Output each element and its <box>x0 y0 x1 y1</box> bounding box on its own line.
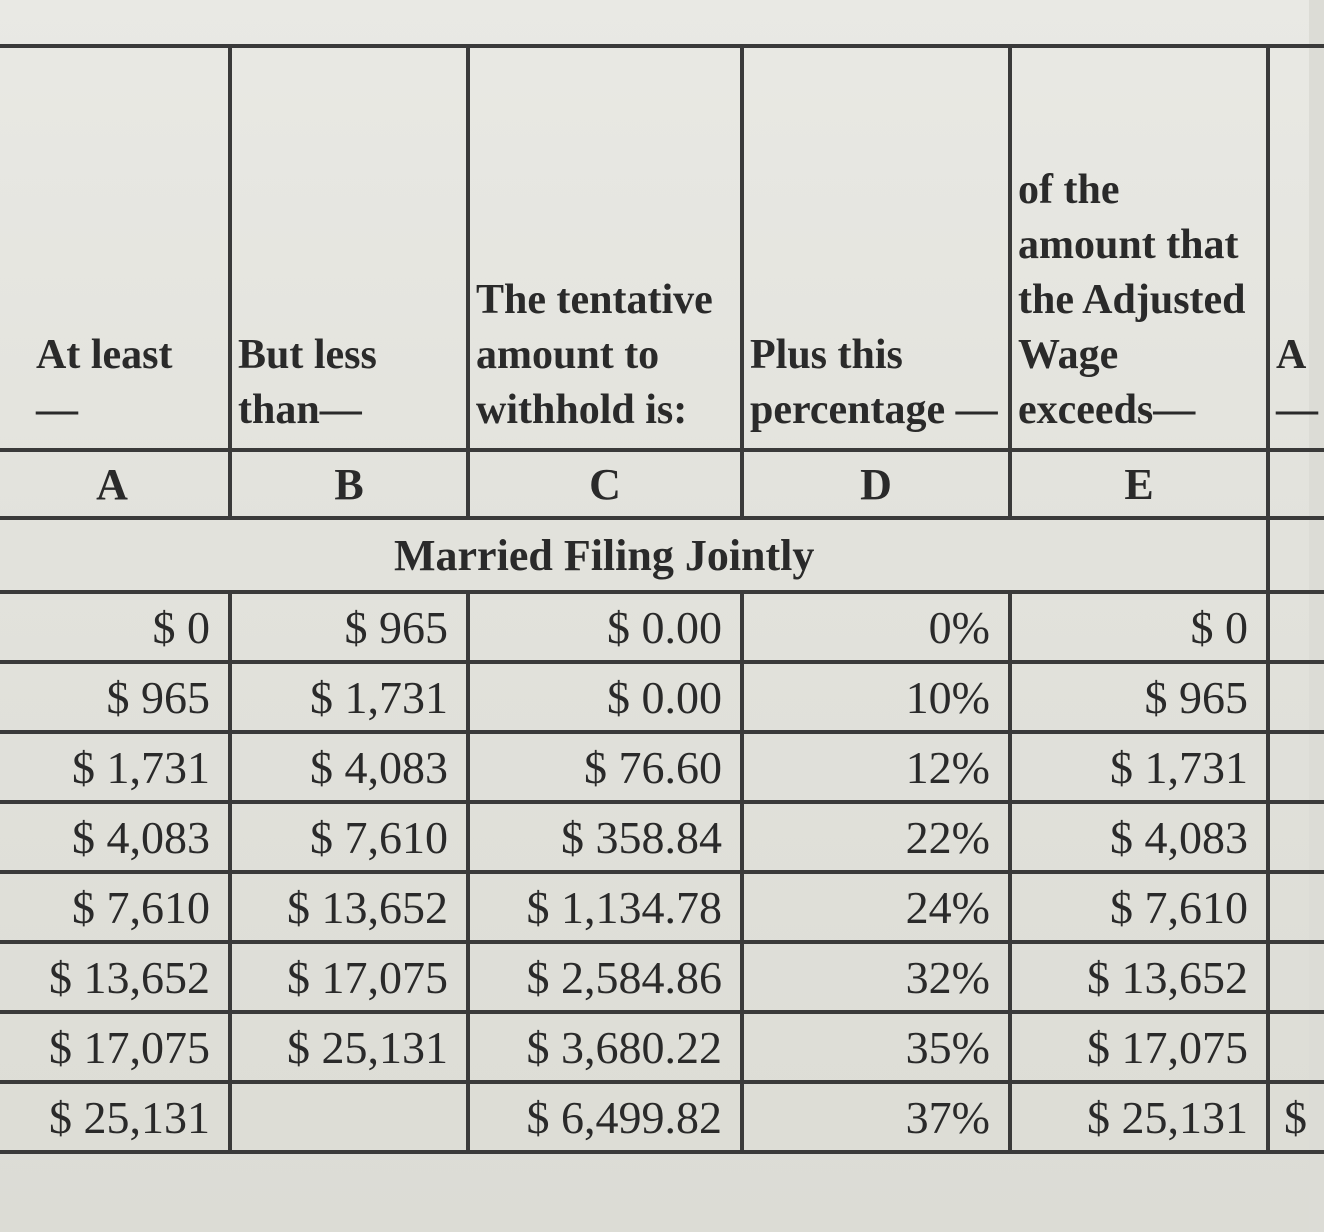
table-row <box>0 1082 1324 1152</box>
cell-percentage: 24% <box>742 872 1010 942</box>
letter-d: D <box>742 450 1010 518</box>
cell-exceeds: $ 4,083 <box>1010 802 1268 872</box>
table-row <box>0 592 1324 662</box>
cell-next: $ <box>1268 1082 1324 1152</box>
cell-percentage: 0% <box>742 592 1010 662</box>
cell-at-least: $ 0 <box>0 592 230 662</box>
cell-at-least: $ 25,131 <box>0 1082 230 1152</box>
header-tentative-amount: The tentative amount to withhold is: <box>468 46 742 450</box>
cell-at-least: $ 1,731 <box>0 732 230 802</box>
cell-next <box>1268 942 1324 1012</box>
cell-tentative-amount: $ 76.60 <box>468 732 742 802</box>
cell-tentative-amount: $ 1,134.78 <box>468 872 742 942</box>
withholding-table <box>0 44 1324 1154</box>
cell-but-less-than: $ 13,652 <box>230 872 468 942</box>
cell-but-less-than: $ 1,731 <box>230 662 468 732</box>
cell-next <box>1268 732 1324 802</box>
cell-tentative-amount: $ 0.00 <box>468 592 742 662</box>
header-but-less-than: But less than— <box>230 46 468 450</box>
cell-but-less-than <box>230 1082 468 1152</box>
letter-a: A <box>0 450 230 518</box>
table-row <box>0 732 1324 802</box>
cell-exceeds: $ 0 <box>1010 592 1268 662</box>
cell-next <box>1268 592 1324 662</box>
cell-tentative-amount: $ 0.00 <box>468 662 742 732</box>
table-row <box>0 802 1324 872</box>
cell-percentage: 10% <box>742 662 1010 732</box>
cell-percentage: 35% <box>742 1012 1010 1082</box>
cell-but-less-than: $ 17,075 <box>230 942 468 1012</box>
section-title: Married Filing Jointly <box>0 518 1268 592</box>
header-percentage: Plus this percentage — <box>742 46 1010 450</box>
cell-exceeds: $ 13,652 <box>1010 942 1268 1012</box>
header-exceeds: of the amount that the Adjusted Wage exceeds— <box>1010 46 1268 450</box>
cell-exceeds: $ 965 <box>1010 662 1268 732</box>
cell-exceeds: $ 17,075 <box>1010 1012 1268 1082</box>
cell-but-less-than: $ 965 <box>230 592 468 662</box>
cell-at-least: $ 965 <box>0 662 230 732</box>
table-body <box>0 592 1324 1152</box>
cell-at-least: $ 17,075 <box>0 1012 230 1082</box>
cell-percentage: 32% <box>742 942 1010 1012</box>
cell-next <box>1268 802 1324 872</box>
cell-exceeds: $ 1,731 <box>1010 732 1268 802</box>
cell-but-less-than: $ 4,083 <box>230 732 468 802</box>
cell-but-less-than: $ 25,131 <box>230 1012 468 1082</box>
cell-exceeds: $ 7,610 <box>1010 872 1268 942</box>
cell-tentative-amount: $ 3,680.22 <box>468 1012 742 1082</box>
section-next <box>1268 518 1324 592</box>
section-row <box>0 518 1324 592</box>
cell-exceeds: $ 25,131 <box>1010 1082 1268 1152</box>
cell-percentage: 12% <box>742 732 1010 802</box>
cell-at-least: $ 13,652 <box>0 942 230 1012</box>
cell-next <box>1268 872 1324 942</box>
cell-but-less-than: $ 7,610 <box>230 802 468 872</box>
letters-row <box>0 450 1324 518</box>
letter-b: B <box>230 450 468 518</box>
header-row <box>0 46 1324 450</box>
cell-tentative-amount: $ 2,584.86 <box>468 942 742 1012</box>
table-row <box>0 942 1324 1012</box>
header-next-column: A — <box>1268 46 1324 450</box>
header-at-least: At least — <box>0 46 230 450</box>
cell-percentage: 37% <box>742 1082 1010 1152</box>
cell-next <box>1268 1012 1324 1082</box>
table-row <box>0 662 1324 732</box>
letter-e: E <box>1010 450 1268 518</box>
letter-next <box>1268 450 1324 518</box>
cell-at-least: $ 4,083 <box>0 802 230 872</box>
cell-percentage: 22% <box>742 802 1010 872</box>
table-row <box>0 872 1324 942</box>
table-row <box>0 1012 1324 1082</box>
cell-next <box>1268 662 1324 732</box>
cell-tentative-amount: $ 6,499.82 <box>468 1082 742 1152</box>
cell-at-least: $ 7,610 <box>0 872 230 942</box>
letter-c: C <box>468 450 742 518</box>
cell-tentative-amount: $ 358.84 <box>468 802 742 872</box>
